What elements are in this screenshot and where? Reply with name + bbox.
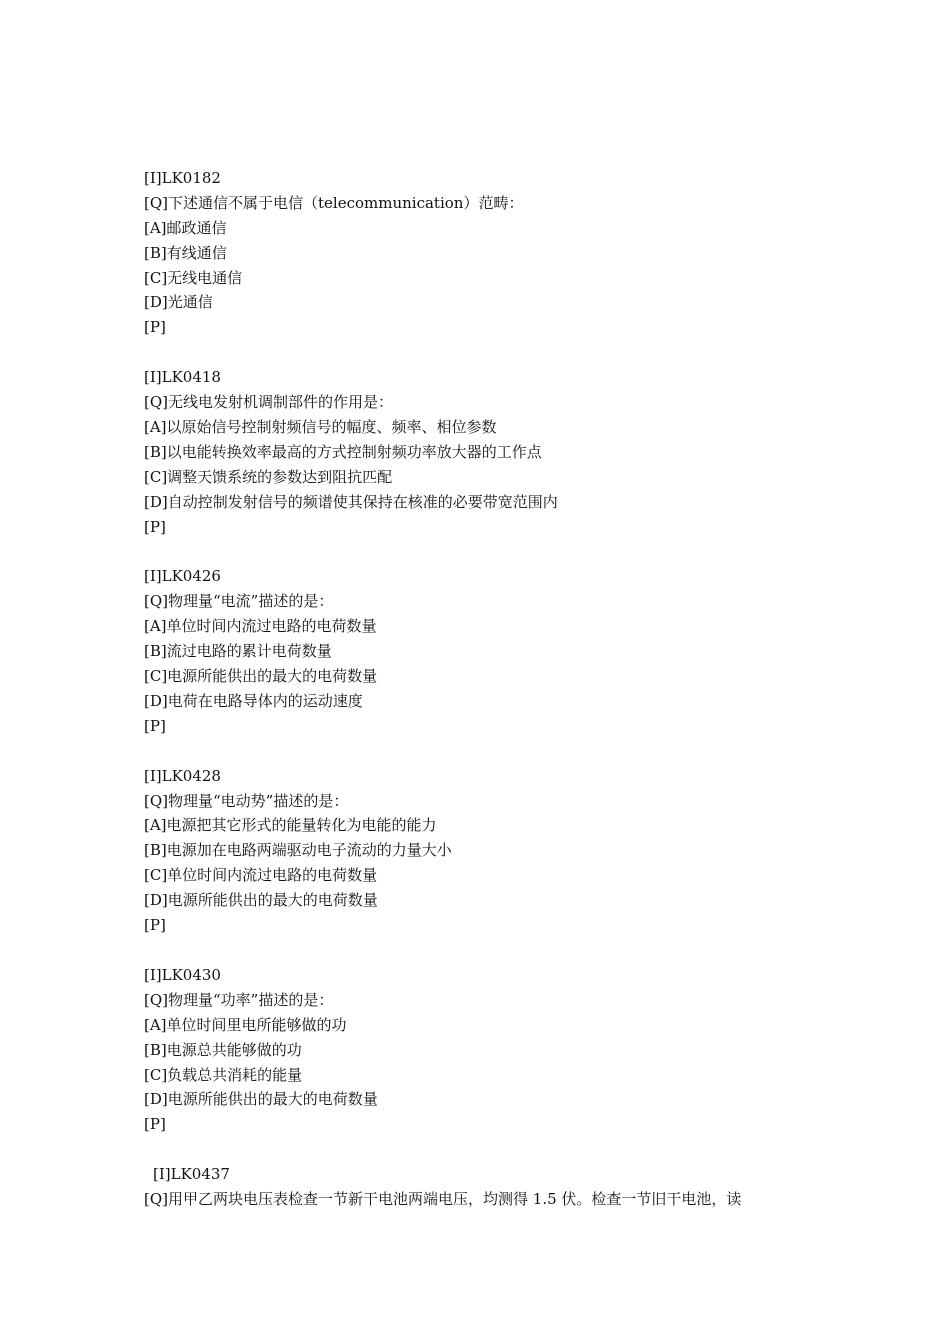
question-block	[144, 764, 824, 938]
question-p-marker: [P]	[144, 318, 166, 337]
option-d: [D]自动控制发射信号的频谱使其保持在核准的必要带宽范围内	[144, 492, 558, 511]
question-text: [Q]物理量“电流”描述的是：	[144, 592, 334, 611]
option-d: [D]电源所能供出的最大的电荷数量	[144, 891, 378, 910]
question-id: [I]LK0182	[144, 169, 221, 187]
question-text: [Q]无线电发射机调制部件的作用是：	[144, 393, 394, 412]
question-id: [I]LK0426	[144, 567, 221, 586]
question-text: [Q]下述通信不属于电信（telecommunication）范畴：	[144, 193, 524, 212]
question-block	[144, 365, 824, 539]
option-a: [A]单位时间内流过电路的电荷数量	[144, 617, 377, 636]
option-b: [B]以电能转换效率最高的方式控制射频功率放大器的工作点	[144, 442, 542, 461]
question-text: [Q]物理量“功率”描述的是：	[144, 990, 334, 1009]
option-c: [C]调整天馈系统的参数达到阻抗匹配	[144, 467, 393, 486]
option-d: [D]电荷在电路导体内的运动速度	[144, 691, 363, 710]
question-p-marker: [P]	[144, 916, 166, 935]
question-id: [I]LK0430	[144, 965, 221, 984]
question-id: [I]LK0428	[144, 766, 221, 785]
option-b: [B]电源加在电路两端驱动电子流动的力量大小	[144, 841, 452, 860]
question-block	[144, 166, 824, 340]
option-a: [A]单位时间里电所能够做的功	[144, 1015, 347, 1034]
option-c: [C]负载总共消耗的能量	[144, 1065, 303, 1084]
question-p-marker: [P]	[144, 716, 166, 735]
question-block	[144, 1162, 824, 1212]
option-c: [C]无线电通信	[144, 268, 243, 287]
question-block	[144, 963, 824, 1137]
option-c: [C]单位时间内流过电路的电荷数量	[144, 866, 378, 885]
question-p-marker: [P]	[144, 517, 166, 536]
question-id: [I]LK0418	[144, 368, 221, 387]
option-b: [B]电源总共能够做的功	[144, 1040, 302, 1059]
option-a: [A]以原始信号控制射频信号的幅度、频率、相位参数	[144, 418, 497, 437]
question-block	[144, 564, 824, 738]
option-b: [B]有线通信	[144, 243, 227, 262]
option-a: [A]电源把其它形式的能量转化为电能的能力	[144, 816, 437, 835]
question-text: [Q]用甲乙两块电压表检查一节新干电池两端电压，均测得 1.5 伏。检查一节旧干电池，读	[144, 1190, 742, 1209]
question-p-marker: [P]	[144, 1115, 166, 1134]
question-text: [Q]物理量“电动势”描述的是：	[144, 791, 349, 810]
option-c: [C]电源所能供出的最大的电荷数量	[144, 667, 378, 686]
option-d: [D]电源所能供出的最大的电荷数量	[144, 1090, 378, 1109]
option-a: [A]邮政通信	[144, 218, 227, 237]
document-content	[144, 166, 824, 1212]
option-d: [D]光通信	[144, 293, 213, 312]
question-id: [I]LK0437	[153, 1165, 230, 1184]
option-b: [B]流过电路的累计电荷数量	[144, 642, 332, 661]
